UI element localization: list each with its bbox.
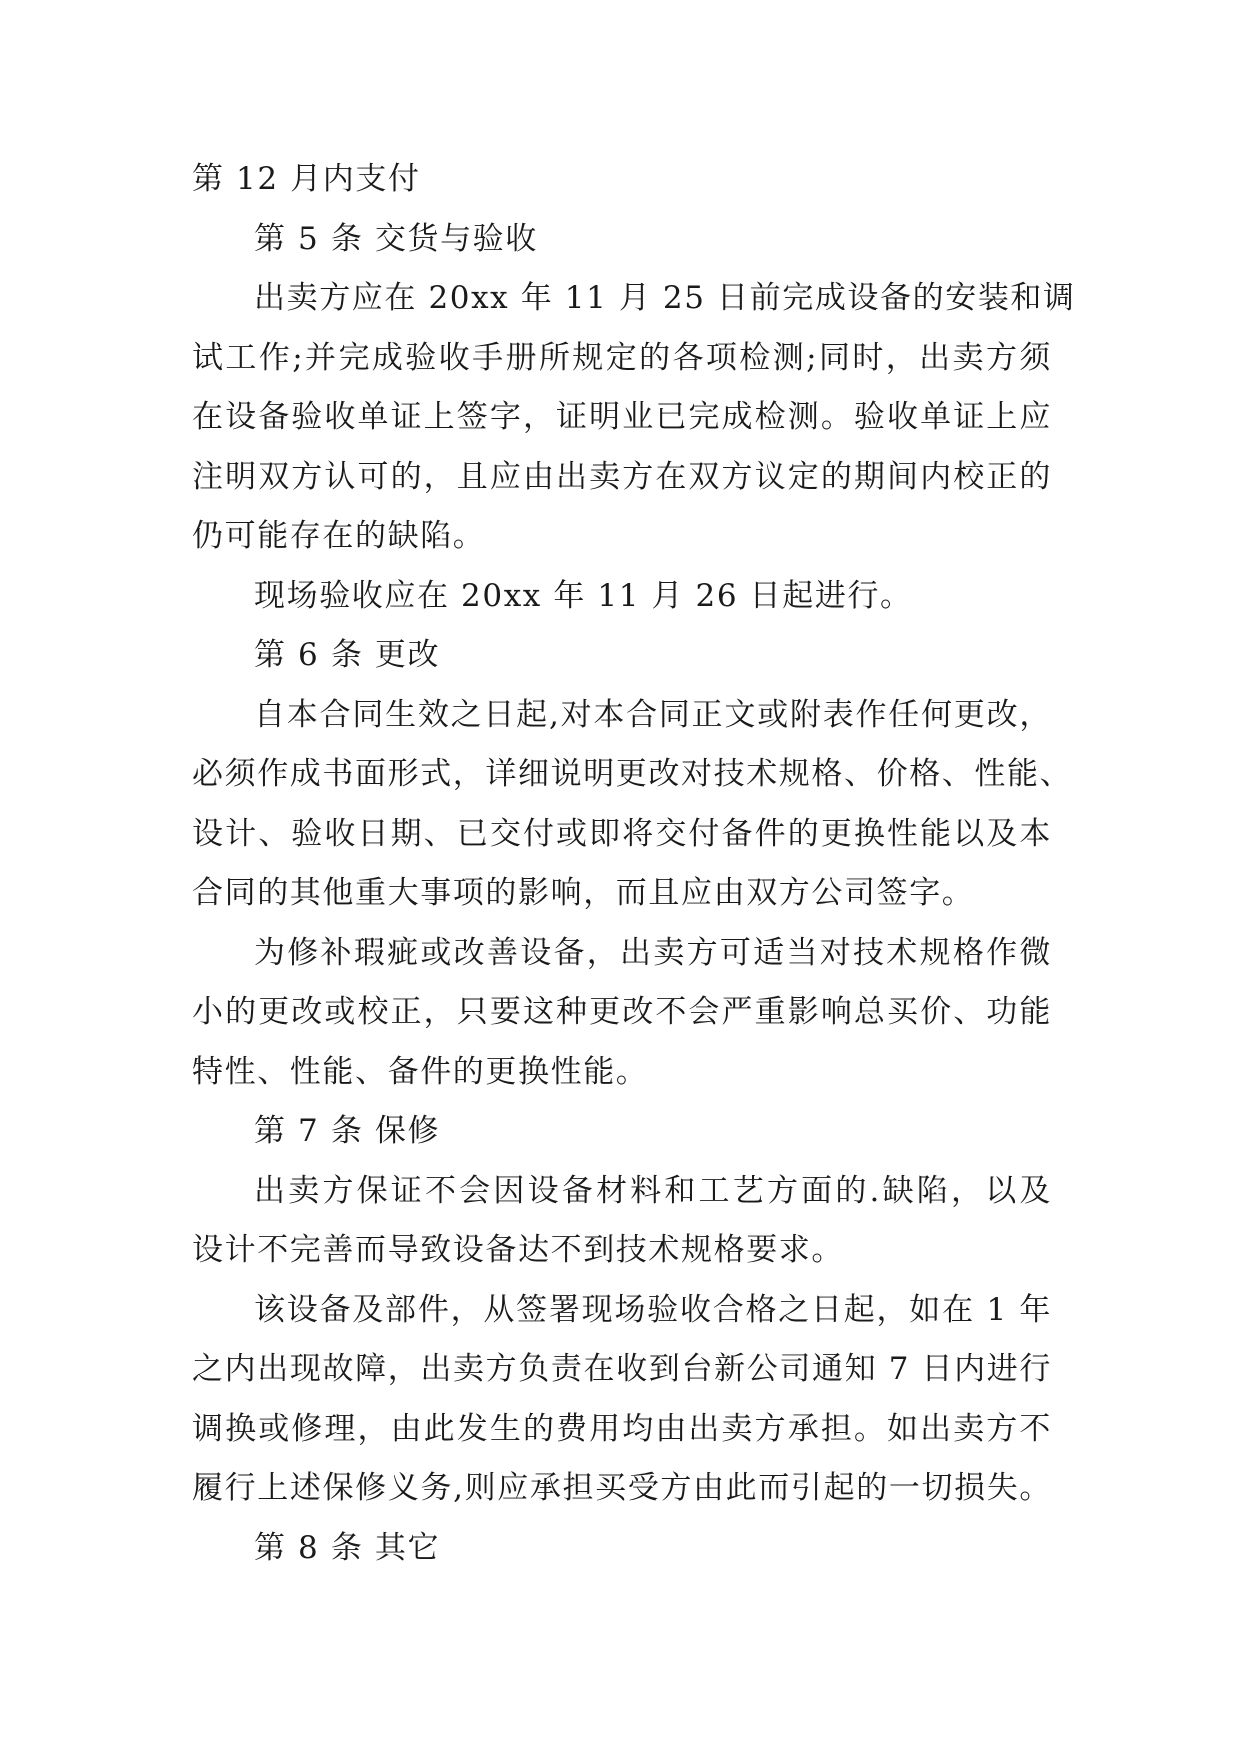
text-line: 自本合同生效之日起,对本合同正文或附表作任何更改，	[254, 696, 1052, 733]
text-line: 履行上述保修义务,则应承担买受方由此而引起的一切损失。	[192, 1470, 1052, 1506]
text-line: 在设备验收单证上签字，证明业已完成检测。验收单证上应	[192, 399, 1052, 435]
section-heading: 第 7 条 保修	[254, 1113, 441, 1149]
text-line: 该设备及部件，从签署现场验收合格之日起，如在 1 年	[254, 1291, 1052, 1328]
text-line: 现场验收应在 20xx 年 11 月 26 日起进行。	[254, 577, 913, 614]
section-heading: 第 8 条 其它	[254, 1529, 441, 1566]
text-line: 设计不完善而导致设备达不到技术规格要求。	[192, 1232, 844, 1268]
text-line: 为修补瑕疵或改善设备，出卖方可适当对技术规格作微	[254, 934, 1052, 971]
text-line: 合同的其他重大事项的影响，而且应由双方公司签字。	[192, 875, 975, 911]
document-page	[192, 160, 1076, 1588]
text-line: 调换或修理，由此发生的费用均由出卖方承担。如出卖方不	[192, 1410, 1052, 1447]
text-line: 设计、验收日期、已交付或即将交付备件的更换性能以及本	[192, 815, 1052, 852]
text-line: 出卖方保证不会因设备材料和工艺方面的.缺陷，以及	[254, 1172, 1052, 1209]
text-line: 之内出现故障，出卖方负责在收到台新公司通知 7 日内进行	[192, 1351, 1052, 1387]
text-line: 第 12 月内支付	[192, 161, 421, 197]
text-line: 出卖方应在 20xx 年 11 月 25 日前完成设备的安装和调	[254, 280, 1076, 316]
text-line: 仍可能存在的缺陷。	[192, 518, 486, 554]
text-line: 小的更改或校正，只要这种更改不会严重影响总买价、功能	[192, 994, 1052, 1030]
section-heading: 第 6 条 更改	[254, 637, 441, 673]
text-line: 特性、性能、备件的更换性能。	[192, 1053, 649, 1090]
text-line: 试工作;并完成验收手册所规定的各项检测;同时，出卖方须	[192, 339, 1052, 376]
text-line: 注明双方认可的，且应由出卖方在双方议定的期间内校正的	[192, 458, 1052, 495]
section-heading: 第 5 条 交货与验收	[254, 220, 538, 257]
text-line: 必须作成书面形式，详细说明更改对技术规格、价格、性能、	[192, 756, 1073, 792]
